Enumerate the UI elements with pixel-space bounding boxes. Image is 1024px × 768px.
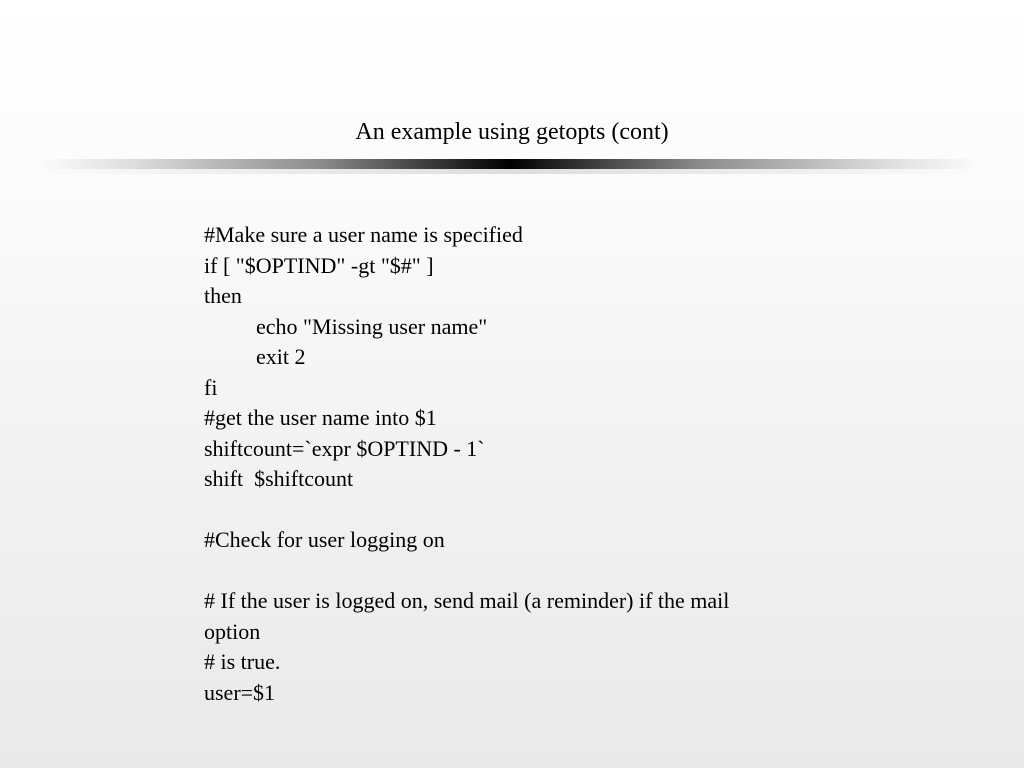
code-line: # is true. <box>204 649 281 674</box>
code-line: shift $shiftcount <box>204 466 354 491</box>
code-line: # If the user is logged on, send mail (a reminder) if the mail <box>204 588 730 613</box>
code-line: shiftcount=`expr $OPTIND - 1` <box>204 435 485 461</box>
code-line: #get the user name into $1 <box>204 405 437 430</box>
code-line: echo "Missing user name" <box>256 313 488 339</box>
code-line: option <box>204 618 261 644</box>
code-line: user=$1 <box>204 679 276 705</box>
code-body <box>204 220 834 708</box>
title-divider <box>40 159 980 169</box>
code-line: then <box>204 283 242 308</box>
blank-line <box>204 495 834 526</box>
code-line: #Check for user logging on <box>204 527 445 552</box>
title-divider-shadow <box>40 169 980 174</box>
code-line: exit 2 <box>256 344 306 369</box>
code-line: fi <box>204 374 218 400</box>
blank-line <box>204 556 834 587</box>
slide-title: An example using getopts (cont) <box>355 119 669 145</box>
code-line: #Make sure a user name is specified <box>204 222 523 247</box>
code-line: if [ "$OPTIND" -gt "$#" ] <box>204 252 434 278</box>
